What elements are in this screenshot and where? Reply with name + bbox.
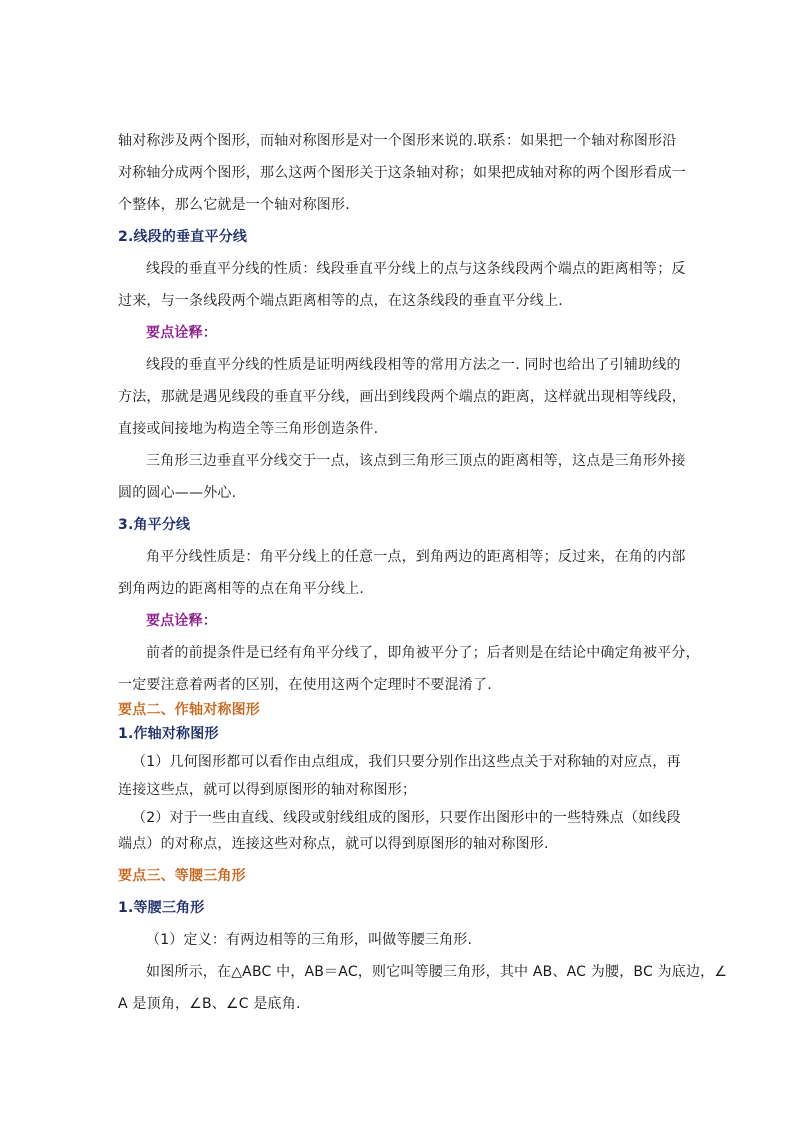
point2-step2-line-2: 端点）的对称点，连接这些对称点，就可以得到原图形的轴对称图形. — [118, 836, 549, 852]
intro-line-3: 个整体，那么它就是一个轴对称图形. — [118, 197, 350, 213]
point2-step2-line-1: （2）对于一些由直线、线段或射线组成的图形，只要作出图形中的一些特殊点（如线段 — [132, 810, 681, 826]
point2-step1-line-1: （1）几何图形都可以看作由点组成，我们只要分别作出这些点关于对称轴的对应点，再 — [132, 754, 681, 770]
sec2-note1-line-2: 方法，那就是遇见线段的垂直平分线，画出到线段两个端点的距离，这样就出现相等线段， — [118, 389, 686, 405]
intro-line-2: 对称轴分成两个图形，那么这两个图形关于这条轴对称；如果把成轴对称的两个图形看成一 — [118, 165, 686, 181]
point-3-heading: 要点三、等腰三角形 — [118, 868, 246, 884]
section-2-heading: 2.线段的垂直平分线 — [118, 229, 248, 245]
sec3-note1-line-1: 前者的前提条件是已经有角平分线了，即角被平分了；后者则是在结论中确定角被平分， — [146, 645, 700, 661]
sec2-note2-line-1: 三角形三边垂直平分线交于一点，该点到三角形三顶点的距离相等，这点是三角形外接 — [146, 453, 686, 469]
point-2-heading: 要点二、作轴对称图形 — [118, 702, 260, 718]
point3-example-line-2: A 是顶角，∠B、∠C 是底角. — [118, 996, 301, 1012]
sec2-paragraph-line-1: 线段的垂直平分线的性质：线段垂直平分线上的点与这条线段两个端点的距离相等；反 — [146, 261, 686, 277]
point2-step1-line-2: 连接这些点，就可以得到原图形的轴对称图形； — [118, 782, 417, 798]
point-2-subheading: 1.作轴对称图形 — [118, 726, 219, 742]
sec3-note1-line-2: 一定要注意着两者的区别，在使用这两个定理时不要混淆了. — [118, 677, 492, 693]
point3-definition: （1）定义：有两边相等的三角形，叫做等腰三角形. — [146, 932, 473, 948]
sec2-note-label: 要点诠释： — [146, 325, 217, 341]
sec3-paragraph-line-1: 角平分线性质是：角平分线上的任意一点，到角两边的距离相等；反过来，在角的内部 — [146, 549, 686, 565]
section-3-heading: 3.角平分线 — [118, 517, 191, 533]
sec2-paragraph-line-2: 过来，与一条线段两个端点距离相等的点，在这条线段的垂直平分线上. — [118, 293, 563, 309]
point-3-subheading: 1.等腰三角形 — [118, 900, 205, 916]
sec2-note1-line-3: 直接或间接地为构造全等三角形创造条件. — [118, 421, 379, 437]
intro-line-1: 轴对称涉及两个图形，而轴对称图形是对一个图形来说的.联系：如果把一个轴对称图形沿 — [118, 133, 677, 149]
sec2-note2-line-2: 圆的圆心——外心. — [118, 485, 237, 501]
sec3-paragraph-line-2: 到角两边的距离相等的点在角平分线上. — [118, 581, 365, 597]
sec3-note-label: 要点诠释： — [146, 613, 217, 629]
sec2-note1-line-1: 线段的垂直平分线的性质是证明两线段相等的常用方法之一. 同时也给出了引辅助线的 — [146, 357, 681, 373]
point3-example-line-1: 如图所示，在△ABC 中，AB＝AC，则它叫等腰三角形，其中 AB、AC 为腰，BC 为底边，∠ — [146, 964, 728, 980]
